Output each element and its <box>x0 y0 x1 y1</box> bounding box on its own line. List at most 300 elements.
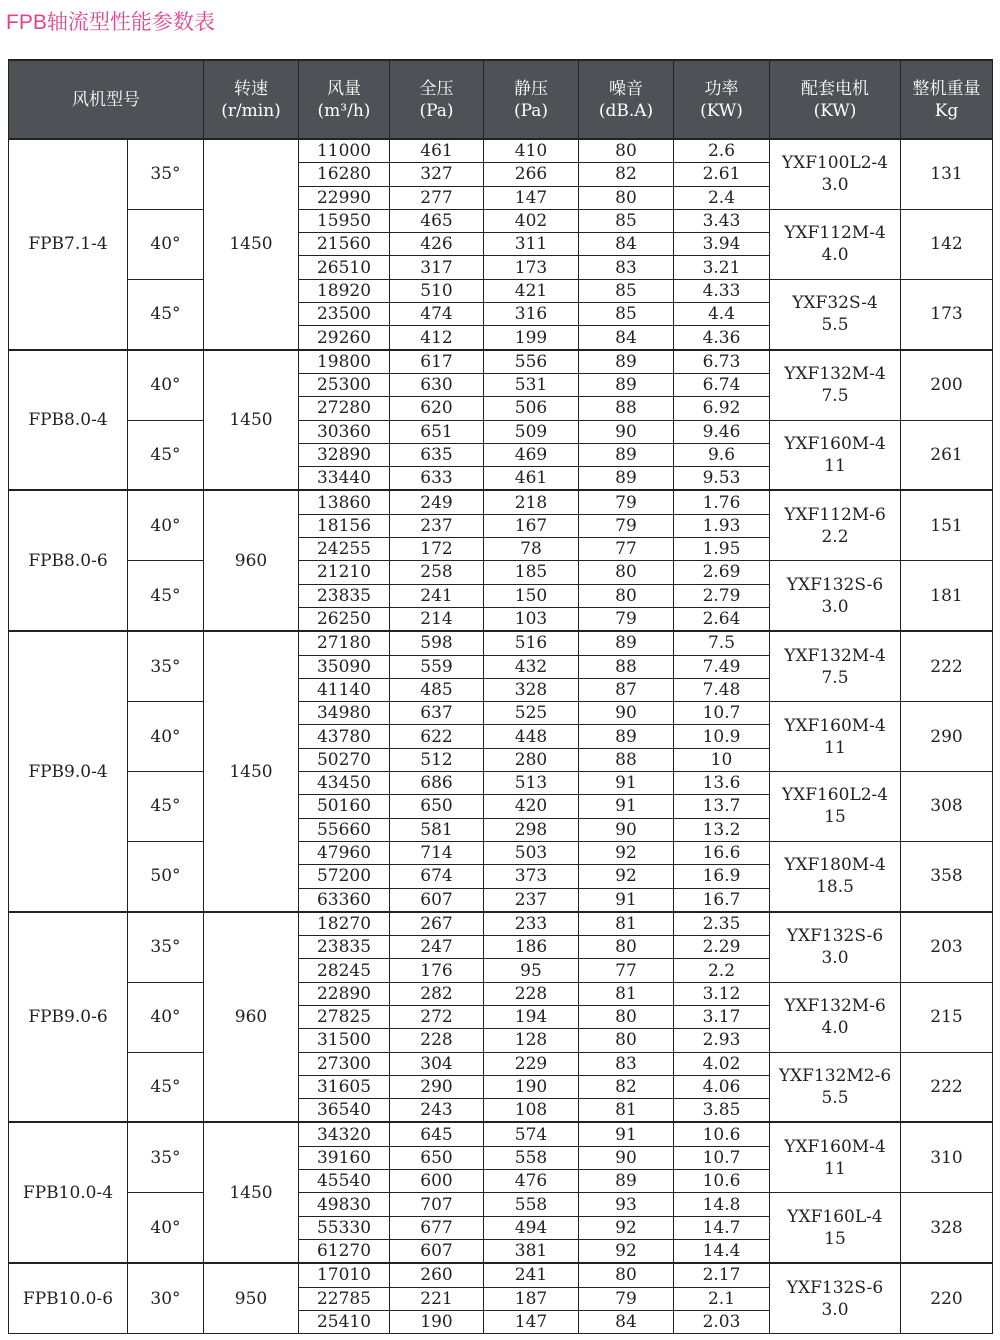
blade-angle-cell: 40° <box>128 982 204 1052</box>
noise-cell: 83 <box>579 1052 674 1075</box>
static-pressure-cell: 316 <box>484 303 579 326</box>
static-pressure-cell: 311 <box>484 233 579 256</box>
blade-angle-cell: 40° <box>128 350 204 420</box>
weight-cell: 173 <box>901 279 993 349</box>
noise-cell: 80 <box>579 186 674 209</box>
motor-cell <box>770 1263 901 1333</box>
power-cell: 6.73 <box>674 350 770 374</box>
total-pressure-cell: 426 <box>390 233 484 256</box>
weight-cell: 131 <box>901 139 993 209</box>
noise-cell: 87 <box>579 678 674 701</box>
power-cell: 2.64 <box>674 607 770 631</box>
noise-cell: 79 <box>579 514 674 537</box>
flow-cell: 36540 <box>299 1099 390 1123</box>
total-pressure-cell: 237 <box>390 514 484 537</box>
total-pressure-cell: 637 <box>390 702 484 725</box>
total-pressure-cell: 249 <box>390 490 484 514</box>
motor-cell <box>770 209 901 279</box>
total-pressure-cell: 635 <box>390 443 484 466</box>
noise-cell: 89 <box>579 725 674 748</box>
blade-angle-cell: 45° <box>128 1052 204 1122</box>
total-pressure-cell: 282 <box>390 982 484 1005</box>
noise-cell: 91 <box>579 795 674 818</box>
noise-cell: 91 <box>579 772 674 795</box>
blade-angle-cell: 40° <box>128 702 204 772</box>
noise-cell: 85 <box>579 279 674 302</box>
total-pressure-cell: 260 <box>390 1263 484 1287</box>
power-cell: 7.5 <box>674 631 770 655</box>
power-cell: 2.93 <box>674 1029 770 1052</box>
flow-cell: 31500 <box>299 1029 390 1052</box>
noise-cell: 91 <box>579 888 674 912</box>
power-cell: 2.2 <box>674 959 770 982</box>
total-pressure-cell: 317 <box>390 256 484 279</box>
static-pressure-cell: 187 <box>484 1287 579 1310</box>
flow-cell: 25410 <box>299 1310 390 1333</box>
weight-cell: 220 <box>901 1263 993 1333</box>
motor-cell <box>770 279 901 349</box>
static-pressure-cell: 328 <box>484 678 579 701</box>
total-pressure-cell: 277 <box>390 186 484 209</box>
table-body <box>9 139 993 1334</box>
noise-cell: 81 <box>579 1099 674 1123</box>
noise-cell: 82 <box>579 163 674 186</box>
flow-cell: 21560 <box>299 233 390 256</box>
weight-cell: 151 <box>901 490 993 560</box>
total-pressure-cell: 304 <box>390 1052 484 1075</box>
power-cell: 10.6 <box>674 1170 770 1193</box>
static-pressure-cell: 513 <box>484 772 579 795</box>
flow-cell: 15950 <box>299 209 390 232</box>
motor-cell <box>770 139 901 209</box>
blade-angle-cell: 35° <box>128 631 204 701</box>
power-cell: 9.46 <box>674 420 770 443</box>
motor-power: 5.5 <box>821 1088 849 1109</box>
power-cell: 2.17 <box>674 1263 770 1287</box>
flow-cell: 34980 <box>299 702 390 725</box>
power-cell: 14.7 <box>674 1216 770 1239</box>
flow-cell: 23500 <box>299 303 390 326</box>
flow-cell: 33440 <box>299 467 390 491</box>
noise-cell: 90 <box>579 702 674 725</box>
flow-cell: 22890 <box>299 982 390 1005</box>
power-cell: 7.49 <box>674 655 770 678</box>
power-cell: 4.06 <box>674 1075 770 1098</box>
motor-model: YXF112M-6 <box>784 504 886 525</box>
power-cell: 3.12 <box>674 982 770 1005</box>
weight-cell: 203 <box>901 912 993 982</box>
flow-cell: 43450 <box>299 772 390 795</box>
static-pressure-cell: 237 <box>484 888 579 912</box>
blade-angle-cell: 35° <box>128 139 204 209</box>
total-pressure-cell: 650 <box>390 795 484 818</box>
flow-cell: 21210 <box>299 561 390 584</box>
table-row <box>9 209 993 232</box>
table-row <box>9 702 993 725</box>
total-pressure-cell: 581 <box>390 818 484 841</box>
model-name-cell: FPB7.1-4 <box>9 139 128 350</box>
flow-cell: 26250 <box>299 607 390 631</box>
weight-cell: 261 <box>901 420 993 490</box>
blade-angle-cell: 35° <box>128 1122 204 1192</box>
motor-power: 7.5 <box>821 386 849 407</box>
static-pressure-cell: 229 <box>484 1052 579 1075</box>
total-pressure-cell: 247 <box>390 936 484 959</box>
total-pressure-cell: 677 <box>390 1216 484 1239</box>
power-cell: 13.7 <box>674 795 770 818</box>
motor-model: YXF132S-6 <box>786 1277 884 1298</box>
weight-cell: 222 <box>901 1052 993 1122</box>
motor-cell <box>770 631 901 701</box>
blade-angle-cell: 45° <box>128 561 204 631</box>
weight-cell: 290 <box>901 702 993 772</box>
motor-cell <box>770 420 901 490</box>
power-cell: 6.74 <box>674 373 770 396</box>
motor-cell <box>770 772 901 842</box>
noise-cell: 89 <box>579 373 674 396</box>
power-cell: 7.48 <box>674 678 770 701</box>
header-power: 功率 (KW) <box>674 60 770 139</box>
total-pressure-cell: 633 <box>390 467 484 491</box>
header-noise: 噪音 (dB.A) <box>579 60 674 139</box>
static-pressure-cell: 516 <box>484 631 579 655</box>
motor-model: YXF32S-4 <box>792 293 878 314</box>
motor-model: YXF132M-4 <box>784 645 886 666</box>
table-row <box>9 912 993 936</box>
header-static-pressure: 静压 (Pa) <box>484 60 579 139</box>
flow-cell: 26510 <box>299 256 390 279</box>
static-pressure-cell: 432 <box>484 655 579 678</box>
static-pressure-cell: 469 <box>484 443 579 466</box>
total-pressure-cell: 600 <box>390 1170 484 1193</box>
flow-cell: 23835 <box>299 584 390 607</box>
motor-power: 5.5 <box>821 315 849 336</box>
motor-power: 18.5 <box>816 877 854 898</box>
total-pressure-cell: 510 <box>390 279 484 302</box>
speed-cell: 960 <box>204 912 299 1123</box>
header-model: 风机型号 <box>9 60 204 139</box>
motor-cell <box>770 1052 901 1122</box>
motor-cell <box>770 490 901 560</box>
motor-cell <box>770 982 901 1052</box>
static-pressure-cell: 448 <box>484 725 579 748</box>
noise-cell: 79 <box>579 607 674 631</box>
static-pressure-cell: 185 <box>484 561 579 584</box>
static-pressure-cell: 78 <box>484 538 579 561</box>
power-cell: 10.9 <box>674 725 770 748</box>
motor-model: YXF160M-4 <box>784 434 886 454</box>
flow-cell: 18920 <box>299 279 390 302</box>
flow-cell: 61270 <box>299 1239 390 1263</box>
power-cell: 4.36 <box>674 326 770 350</box>
static-pressure-cell: 574 <box>484 1122 579 1146</box>
power-cell: 2.29 <box>674 936 770 959</box>
page-title: FPB轴流型性能参数表 <box>6 11 215 34</box>
motor-model: YXF160L-4 <box>787 1206 883 1227</box>
total-pressure-cell: 258 <box>390 561 484 584</box>
blade-angle-cell: 50° <box>128 841 204 911</box>
total-pressure-cell: 228 <box>390 1029 484 1052</box>
static-pressure-cell: 402 <box>484 209 579 232</box>
noise-cell: 80 <box>579 584 674 607</box>
power-cell: 10.7 <box>674 1146 770 1169</box>
motor-power: 3.0 <box>821 175 849 196</box>
noise-cell: 88 <box>579 655 674 678</box>
static-pressure-cell: 186 <box>484 936 579 959</box>
flow-cell: 19800 <box>299 350 390 374</box>
noise-cell: 88 <box>579 397 674 420</box>
noise-cell: 92 <box>579 1239 674 1263</box>
static-pressure-cell: 218 <box>484 490 579 514</box>
blade-angle-cell: 40° <box>128 209 204 279</box>
blade-angle-cell: 35° <box>128 912 204 982</box>
table-row <box>9 1263 993 1287</box>
power-cell: 2.1 <box>674 1287 770 1310</box>
flow-cell: 13860 <box>299 490 390 514</box>
power-cell: 1.93 <box>674 514 770 537</box>
flow-cell: 55330 <box>299 1216 390 1239</box>
flow-cell: 32890 <box>299 443 390 466</box>
noise-cell: 80 <box>579 1263 674 1287</box>
speed-cell: 960 <box>204 490 299 631</box>
power-cell: 14.4 <box>674 1239 770 1263</box>
total-pressure-cell: 241 <box>390 584 484 607</box>
total-pressure-cell: 190 <box>390 1310 484 1333</box>
motor-power: 4.0 <box>821 245 849 266</box>
motor-cell <box>770 841 901 911</box>
total-pressure-cell: 465 <box>390 209 484 232</box>
power-cell: 3.43 <box>674 209 770 232</box>
flow-cell: 39160 <box>299 1146 390 1169</box>
static-pressure-cell: 476 <box>484 1170 579 1193</box>
noise-cell: 89 <box>579 443 674 466</box>
total-pressure-cell: 176 <box>390 959 484 982</box>
model-name-cell: FPB8.0-6 <box>9 490 128 631</box>
blade-angle-cell: 30° <box>128 1263 204 1333</box>
motor-cell <box>770 1193 901 1263</box>
motor-model: YXF132M-6 <box>784 996 886 1017</box>
table-row <box>9 1122 993 1146</box>
flow-cell: 35090 <box>299 655 390 678</box>
flow-cell: 50160 <box>299 795 390 818</box>
power-cell: 9.6 <box>674 443 770 466</box>
weight-cell: 358 <box>901 841 993 911</box>
blade-angle-cell: 45° <box>128 772 204 842</box>
flow-cell: 47960 <box>299 841 390 864</box>
noise-cell: 92 <box>579 1216 674 1239</box>
motor-power: 11 <box>824 737 846 758</box>
total-pressure-cell: 559 <box>390 655 484 678</box>
motor-cell <box>770 1122 901 1192</box>
static-pressure-cell: 503 <box>484 841 579 864</box>
speed-cell: 1450 <box>204 1122 299 1263</box>
flow-cell: 24255 <box>299 538 390 561</box>
power-cell: 1.95 <box>674 538 770 561</box>
table-header-row <box>9 60 993 139</box>
motor-power: 15 <box>824 807 846 828</box>
speed-cell: 1450 <box>204 139 299 350</box>
noise-cell: 88 <box>579 748 674 771</box>
flow-cell: 28245 <box>299 959 390 982</box>
total-pressure-cell: 617 <box>390 350 484 374</box>
static-pressure-cell: 128 <box>484 1029 579 1052</box>
static-pressure-cell: 461 <box>484 467 579 491</box>
model-name-cell: FPB9.0-4 <box>9 631 128 912</box>
power-cell: 3.94 <box>674 233 770 256</box>
weight-cell: 215 <box>901 982 993 1052</box>
flow-cell: 63360 <box>299 888 390 912</box>
power-cell: 3.85 <box>674 1099 770 1123</box>
power-cell: 10.7 <box>674 702 770 725</box>
power-cell: 4.02 <box>674 1052 770 1075</box>
total-pressure-cell: 512 <box>390 748 484 771</box>
performance-table <box>8 59 993 1334</box>
flow-cell: 57200 <box>299 865 390 888</box>
table-row <box>9 139 993 163</box>
power-cell: 3.17 <box>674 1005 770 1028</box>
flow-cell: 16280 <box>299 163 390 186</box>
static-pressure-cell: 266 <box>484 163 579 186</box>
flow-cell: 22990 <box>299 186 390 209</box>
static-pressure-cell: 410 <box>484 139 579 163</box>
static-pressure-cell: 525 <box>484 702 579 725</box>
noise-cell: 89 <box>579 631 674 655</box>
power-cell: 2.69 <box>674 561 770 584</box>
total-pressure-cell: 461 <box>390 139 484 163</box>
flow-cell: 11000 <box>299 139 390 163</box>
total-pressure-cell: 620 <box>390 397 484 420</box>
flow-cell: 50270 <box>299 748 390 771</box>
static-pressure-cell: 190 <box>484 1075 579 1098</box>
flow-cell: 55660 <box>299 818 390 841</box>
noise-cell: 77 <box>579 538 674 561</box>
power-cell: 6.92 <box>674 397 770 420</box>
motor-power: 3.0 <box>821 596 849 617</box>
power-cell: 2.03 <box>674 1310 770 1333</box>
total-pressure-cell: 474 <box>390 303 484 326</box>
table-row <box>9 982 993 1005</box>
motor-cell <box>770 561 901 631</box>
total-pressure-cell: 243 <box>390 1099 484 1123</box>
motor-model: YXF132M-4 <box>784 364 886 385</box>
model-name-cell: FPB10.0-4 <box>9 1122 128 1263</box>
total-pressure-cell: 714 <box>390 841 484 864</box>
static-pressure-cell: 558 <box>484 1193 579 1216</box>
total-pressure-cell: 645 <box>390 1122 484 1146</box>
table-row <box>9 631 993 655</box>
weight-cell: 222 <box>901 631 993 701</box>
total-pressure-cell: 650 <box>390 1146 484 1169</box>
header-total-pressure: 全压 (Pa) <box>390 60 484 139</box>
noise-cell: 79 <box>579 490 674 514</box>
noise-cell: 90 <box>579 420 674 443</box>
motor-model: YXF112M-4 <box>784 223 886 244</box>
blade-angle-cell: 45° <box>128 420 204 490</box>
power-cell: 4.4 <box>674 303 770 326</box>
power-cell: 16.6 <box>674 841 770 864</box>
noise-cell: 84 <box>579 326 674 350</box>
total-pressure-cell: 327 <box>390 163 484 186</box>
flow-cell: 31605 <box>299 1075 390 1098</box>
motor-model: YXF160L2-4 <box>781 785 889 806</box>
flow-cell: 41140 <box>299 678 390 701</box>
motor-power: 3.0 <box>821 1299 849 1320</box>
speed-cell: 950 <box>204 1263 299 1333</box>
power-cell: 2.61 <box>674 163 770 186</box>
noise-cell: 91 <box>579 1122 674 1146</box>
power-cell: 14.8 <box>674 1193 770 1216</box>
header-weight: 整机重量 Kg <box>901 60 993 139</box>
motor-model: YXF132S-6 <box>786 926 884 947</box>
total-pressure-cell: 607 <box>390 888 484 912</box>
motor-model: YXF160M-4 <box>784 1136 886 1157</box>
total-pressure-cell: 607 <box>390 1239 484 1263</box>
weight-cell: 200 <box>901 350 993 420</box>
motor-cell <box>770 702 901 772</box>
noise-cell: 80 <box>579 139 674 163</box>
weight-cell: 181 <box>901 561 993 631</box>
total-pressure-cell: 707 <box>390 1193 484 1216</box>
header-motor: 配套电机 (KW) <box>770 60 901 139</box>
static-pressure-cell: 298 <box>484 818 579 841</box>
noise-cell: 77 <box>579 959 674 982</box>
power-cell: 16.7 <box>674 888 770 912</box>
total-pressure-cell: 290 <box>390 1075 484 1098</box>
noise-cell: 93 <box>579 1193 674 1216</box>
static-pressure-cell: 420 <box>484 795 579 818</box>
total-pressure-cell: 674 <box>390 865 484 888</box>
power-cell: 9.53 <box>674 467 770 491</box>
static-pressure-cell: 173 <box>484 256 579 279</box>
weight-cell: 328 <box>901 1193 993 1263</box>
static-pressure-cell: 509 <box>484 420 579 443</box>
total-pressure-cell: 221 <box>390 1287 484 1310</box>
total-pressure-cell: 267 <box>390 912 484 936</box>
flow-cell: 34320 <box>299 1122 390 1146</box>
motor-power: 4.0 <box>821 1018 849 1039</box>
power-cell: 13.2 <box>674 818 770 841</box>
flow-cell: 27300 <box>299 1052 390 1075</box>
total-pressure-cell: 651 <box>390 420 484 443</box>
motor-power: 11 <box>824 1158 846 1179</box>
blade-angle-cell: 40° <box>128 1193 204 1263</box>
model-name-cell: FPB10.0-6 <box>9 1263 128 1333</box>
static-pressure-cell: 199 <box>484 326 579 350</box>
static-pressure-cell: 95 <box>484 959 579 982</box>
blade-angle-cell: 40° <box>128 490 204 560</box>
flow-cell: 18156 <box>299 514 390 537</box>
speed-cell: 1450 <box>204 631 299 912</box>
motor-model: YXF132M2-6 <box>778 1066 892 1087</box>
static-pressure-cell: 150 <box>484 584 579 607</box>
model-name-cell: FPB8.0-4 <box>9 350 128 491</box>
power-cell: 2.4 <box>674 186 770 209</box>
motor-model: YXF132S-6 <box>786 574 884 595</box>
total-pressure-cell: 686 <box>390 772 484 795</box>
motor-model: YXF180M-4 <box>784 855 886 876</box>
motor-cell <box>770 350 901 420</box>
noise-cell: 85 <box>579 209 674 232</box>
static-pressure-cell: 108 <box>484 1099 579 1123</box>
flow-cell: 43780 <box>299 725 390 748</box>
noise-cell: 79 <box>579 1287 674 1310</box>
table-row <box>9 490 993 514</box>
table-row <box>9 420 993 443</box>
flow-cell: 45540 <box>299 1170 390 1193</box>
static-pressure-cell: 531 <box>484 373 579 396</box>
weight-cell: 308 <box>901 772 993 842</box>
flow-cell: 18270 <box>299 912 390 936</box>
